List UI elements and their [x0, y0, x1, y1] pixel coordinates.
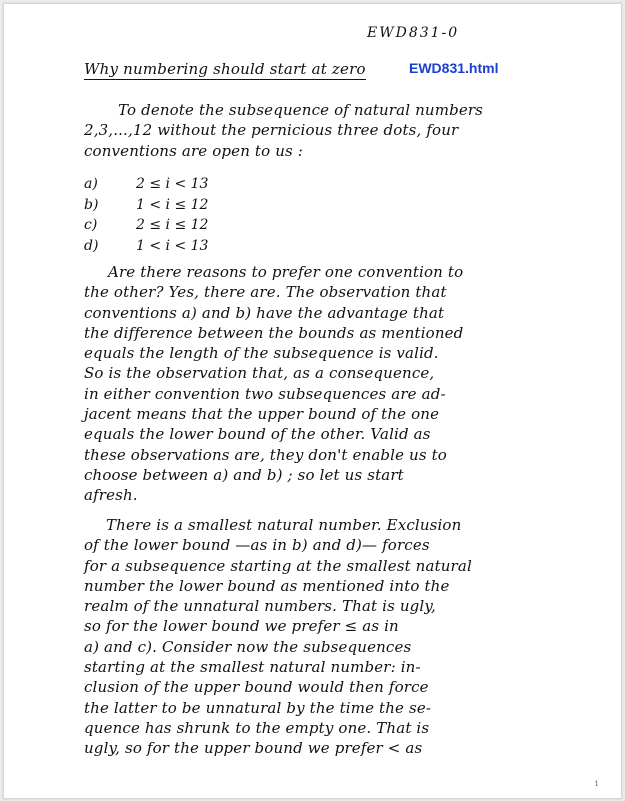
- convention-label: d): [84, 237, 99, 254]
- convention-expression: 1 < i ≤ 12: [136, 196, 209, 213]
- convention-expression: 2 ≤ i ≤ 12: [136, 217, 209, 233]
- text-line: number the lower bound as mentioned into the: [84, 576, 450, 595]
- conventions-list: [84, 174, 208, 256]
- convention-expression: 1 < i < 13: [136, 237, 209, 254]
- text-line: Are there reasons to prefer one convention to: [108, 263, 464, 281]
- text-line: conventions are open to us :: [84, 141, 303, 160]
- text-line: clusion of the upper bound would then force: [84, 678, 429, 697]
- text-line: a) and c). Consider now the subsequences: [84, 637, 412, 656]
- convention-expression: 2 ≤ i < 13: [136, 176, 209, 192]
- text-line: quence has shrunk to the empty one. That is: [84, 718, 430, 737]
- document-code: EWD831-0: [367, 25, 460, 41]
- list-item: [84, 195, 208, 216]
- text-line: the other? Yes, there are. The observation that: [84, 283, 447, 302]
- text-line: the difference between the bounds as mentioned: [84, 323, 464, 342]
- text-line: jacent means that the upper bound of the one: [84, 405, 440, 424]
- text-line: So is the observation that, as a consequence,: [84, 364, 435, 383]
- convention-label: c): [84, 217, 98, 233]
- text-line: To denote the subsequence of natural numbers: [118, 101, 484, 119]
- text-line: 2,3,...,12 without the pernicious three dots, four: [84, 121, 459, 140]
- text-line: in either convention two subsequences are ad-: [84, 384, 446, 403]
- text-line: of the lower bound —as in b) and d)— forces: [84, 536, 430, 555]
- text-line: equals the lower bound of the other. Valid as: [84, 425, 431, 444]
- list-item: [84, 215, 208, 236]
- text-line: starting at the smallest natural number: in-: [84, 658, 421, 677]
- text-line: equals the length of the subsequence is valid.: [84, 344, 439, 363]
- text-line: afresh.: [84, 486, 138, 505]
- page-number: 1: [594, 780, 599, 788]
- paragraph-2: [84, 262, 522, 506]
- paragraph-3: [84, 515, 522, 759]
- text-line: choose between a) and b) ; so let us start: [84, 465, 404, 484]
- list-item: [84, 174, 208, 195]
- text-line: for a subsequence starting at the smallest natural: [84, 556, 472, 575]
- file-link[interactable]: EWD831.html: [409, 60, 499, 76]
- text-line: the latter to be unnatural by the time the se-: [84, 698, 432, 717]
- text-line: ugly, so for the upper bound we prefer < as: [84, 739, 423, 758]
- text-line: conventions a) and b) have the advantage that: [84, 303, 445, 322]
- text-line: these observations are, they don't enable us to: [84, 445, 447, 464]
- convention-label: b): [84, 196, 99, 213]
- list-item: [84, 236, 208, 257]
- convention-label: a): [84, 176, 98, 192]
- text-line: There is a smallest natural number. Exclusion: [106, 516, 462, 534]
- intro-paragraph: [84, 100, 522, 161]
- document-page: [3, 3, 622, 799]
- page-title: Why numbering should start at zero: [84, 60, 366, 78]
- text-line: so for the lower bound we prefer ≤ as in: [84, 617, 399, 636]
- text-line: realm of the unnatural numbers. That is ugly,: [84, 597, 436, 616]
